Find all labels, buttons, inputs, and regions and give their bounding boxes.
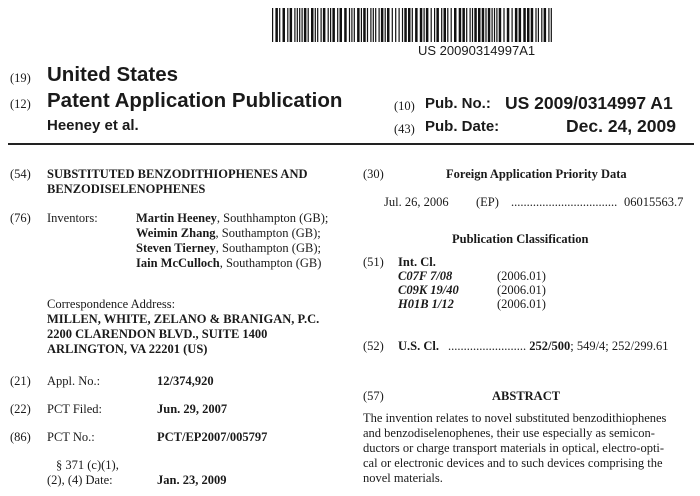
foreign-priority-title: Foreign Application Priority Data (446, 167, 627, 181)
abstract-line: cal or electronic devices and to such devices comprising the (363, 456, 663, 470)
s371-date: Jan. 23, 2009 (157, 473, 227, 487)
inventor-location: , Southampton (GB); (215, 226, 321, 240)
foreign-dots: .................................. (511, 195, 618, 209)
correspondence-label: Correspondence Address: (47, 297, 176, 311)
int-cl-year: (2006.01) (497, 269, 546, 283)
country: United States (47, 63, 178, 86)
correspondence-line-2: 2200 CLARENDON BLVD., SUITE 1400 (47, 327, 268, 341)
inventor-name: Steven Tierney (136, 241, 216, 255)
inventor-name: Martin Heeney (136, 211, 217, 225)
barcode-number: US 20090314997A1 (418, 43, 536, 58)
correspondence-line-1: MILLEN, WHITE, ZELANO & BRANIGAN, P.C. (47, 312, 320, 326)
inventors-label: Inventors: (47, 211, 98, 225)
us-cl-row (448, 339, 669, 354)
pub-date: Dec. 24, 2009 (566, 116, 676, 136)
pct-no-label: PCT No.: (47, 430, 95, 444)
int-cl-year: (2006.01) (497, 297, 546, 311)
inventor-location: , Southampton (GB); (215, 241, 321, 255)
title-line-1: SUBSTITUTED BENZODITHIOPHENES AND (47, 167, 308, 181)
code-12: (12) (10, 97, 31, 111)
int-cl-class: C07F 7/08 (398, 269, 453, 283)
foreign-country: (EP) (476, 195, 499, 209)
inventor-location: , Southhampton (GB); (216, 211, 329, 225)
int-cl-class: H01B 1/12 (398, 297, 454, 311)
barcode (272, 8, 554, 42)
us-cl-label: U.S. Cl. (398, 339, 439, 353)
header-rule (8, 143, 694, 145)
code-30: (30) (363, 167, 384, 181)
pct-filed-label: PCT Filed: (47, 402, 102, 416)
code-51: (51) (363, 255, 384, 269)
int-cl-label: Int. Cl. (398, 255, 436, 269)
pct-filed-date: Jun. 29, 2007 (157, 402, 228, 416)
abstract-line: novel materials. (363, 471, 443, 485)
pub-no: US 2009/0314997 A1 (505, 93, 673, 113)
int-cl-class: C09K 19/40 (398, 283, 459, 297)
applicant: Heeney et al. (47, 117, 139, 134)
appl-no-label: Appl. No.: (47, 374, 101, 388)
abstract-line: The invention relates to novel substituted benzodithiophenes (363, 411, 667, 425)
code-76: (76) (10, 211, 31, 225)
code-54: (54) (10, 167, 31, 181)
inventor-location: , Southampton (GB) (219, 256, 322, 270)
s371-line-2: (2), (4) Date: (47, 473, 113, 487)
code-52: (52) (363, 339, 384, 353)
publication-classification-title: Publication Classification (452, 232, 589, 246)
appl-no: 12/374,920 (157, 374, 214, 388)
inventor-name: Weimin Zhang (136, 226, 216, 240)
pct-no: PCT/EP2007/005797 (157, 430, 268, 444)
us-cl-dots: ......................... (448, 339, 527, 353)
inventors (136, 211, 336, 271)
inventor-name: Iain McCulloch (136, 256, 220, 270)
title-line-2: BENZODISELENOPHENES (47, 182, 206, 196)
foreign-date: Jul. 26, 2006 (384, 195, 449, 209)
code-21: (21) (10, 374, 31, 388)
pub-no-label: Pub. No.: (425, 95, 491, 112)
code-43: (43) (394, 122, 415, 136)
code-19: (19) (10, 71, 31, 85)
foreign-app-no: 06015563.7 (624, 195, 684, 209)
code-57: (57) (363, 389, 384, 403)
abstract-title: ABSTRACT (492, 389, 561, 403)
s371-line-1: § 371 (c)(1), (56, 458, 119, 472)
us-cl-main: 252/500 (529, 339, 571, 353)
correspondence-line-3: ARLINGTON, VA 22201 (US) (47, 342, 208, 356)
publication-type: Patent Application Publication (47, 89, 343, 112)
us-cl-rest: ; 549/4; 252/299.61 (570, 339, 669, 353)
code-22: (22) (10, 402, 31, 416)
int-cl-year: (2006.01) (497, 283, 546, 297)
abstract-line: ductors or charge transport materials in optical, electro-opti- (363, 441, 665, 455)
code-86: (86) (10, 430, 31, 444)
abstract-line: and benzodiselenophenes, their use especially as semicon- (363, 426, 655, 440)
code-10: (10) (394, 99, 415, 113)
pub-date-label: Pub. Date: (425, 118, 500, 135)
